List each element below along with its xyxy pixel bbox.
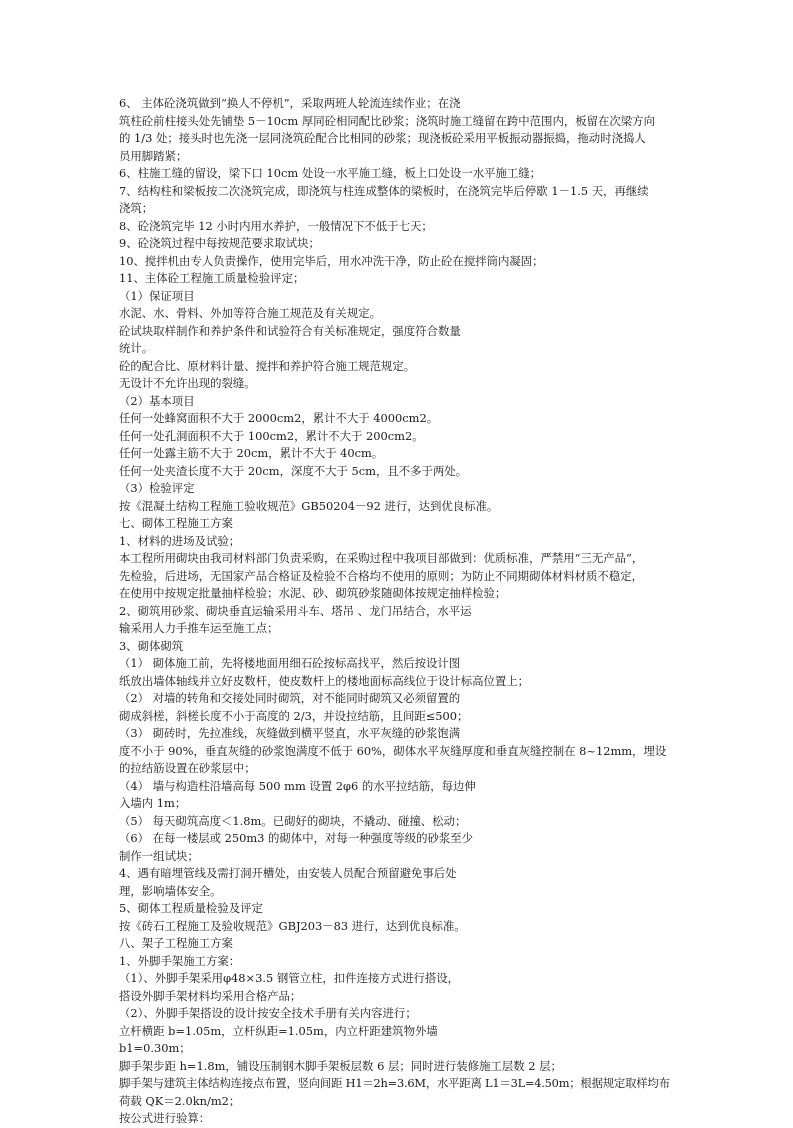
text-line: （6） 在每一楼层或 250m3 的砌体中，对每一种强度等级的砂浆至少: [119, 831, 474, 845]
text-line: 2、砌筑用砂浆、砌块垂直运输采用斗车、塔吊 、龙门吊结合，水平运: [119, 603, 472, 618]
text-line: 按《混凝土结构工程施工验收规范》GB50204－92 进行，达到优良标准。: [119, 498, 499, 513]
text-line: 1、外脚手架施工方案：: [119, 953, 241, 968]
text-line: 砼的配合比、原材料计量、搅拌和养护符合施工规范规定。: [119, 358, 416, 373]
text-line: 输采用人力手推车运至施工点；: [119, 621, 279, 635]
text-line: （2） 对墙的转角和交接处同时砌筑，对不能同时砌筑又必须留置的: [119, 691, 461, 705]
text-line: （5） 每天砌筑高度＜1.8m。已砌好的砌块，不撬动、碰撞、松动；: [119, 813, 467, 828]
text-line: 员用脚踏紧；: [119, 148, 188, 163]
section-heading: 七、砌体工程施工方案: [119, 516, 233, 530]
text-line: 筑柱砼前柱接头处先铺垫 5－10cm 厚同砼相同配比砂浆；浇筑时施工缝留在跨中范围内，板留在次梁方向: [119, 113, 655, 128]
text-line: 11、主体砼工程施工质量检验评定；: [119, 271, 305, 285]
text-line: 任何一处露主筋不大于 20cm，累计不大于 40cm。: [119, 446, 384, 460]
text-line: 3、砌体砌筑: [119, 638, 184, 653]
document-body: [119, 95, 679, 1128]
text-line: 按公式进行验算：: [119, 1111, 211, 1125]
text-line: 先检验，后进场，无国家产品合格证及检验不合格均不使用的原则；为防止不同期砌体材料材质不稳定，: [119, 568, 643, 583]
text-line: b1=0.30m；: [119, 1041, 191, 1055]
text-line: 脚手架与建筑主体结构连接点布置，竖向间距 H1＝2h=3.6M，水平距离 L1＝3L=4.50m；根据规定取样均布: [119, 1076, 670, 1090]
text-line: 砌成斜槎，斜槎长度不小于高度的 2/3，并设拉结筋，且间距≤500；: [119, 708, 469, 723]
text-line: 的拉结筋设置在砂浆层中；: [119, 761, 256, 775]
text-line: 1、材料的进场及试验；: [119, 533, 241, 548]
text-line: 脚手架步距 h=1.8m，铺设压制钢木脚手架板层数 6 层；同时进行装修施工层数 2 层；: [119, 1058, 562, 1073]
text-line: （4） 墙与构造柱沿墙高每 500 mm 设置 2φ6 的水平拉结筋，每边伸: [119, 778, 476, 793]
section-heading: 八、架子工程施工方案: [119, 936, 233, 950]
text-line: 9、砼浇筑过程中每按规范要求取试块；: [119, 236, 320, 250]
text-line: （1）保证项目: [119, 288, 195, 303]
text-line: 荷载 QK＝2.0kn/m2；: [119, 1093, 241, 1108]
text-line: （3）检验评定: [119, 481, 195, 495]
text-line: 本工程所用砌块由我司材料部门负责采购，在采购过程中我项目部做到：优质标准，严禁用“三无产品”，: [119, 551, 644, 565]
text-line: 制作一组试块；: [119, 848, 199, 863]
text-line: 6、柱施工缝的留设，梁下口 10cm 处设一水平施工缝，板上口处设一水平施工缝；: [119, 166, 542, 180]
text-line: 的 1/3 处；接头时也先浇一层同浇筑砼配合比相同的砂浆；现浇板砼采用平板振动器振捣，拖动时浇捣人: [119, 131, 646, 145]
text-line: 任何一处蜂窝面积不大于 2000cm2，累计不大于 4000cm2。: [119, 411, 439, 425]
text-line: 纸放出墙体轴线并立好皮数杆，使皮数杆上的楼地面标高线位于设计标高位置上；: [119, 673, 530, 688]
text-line: 理，影响墙体安全。: [119, 883, 222, 898]
text-line: （2）、外脚手架搭设的设计按安全技术手册有关内容进行；: [119, 1006, 417, 1020]
text-line: 立杆横距 b=1.05m，立杆纵距=1.05m，内立杆距建筑物外墙: [119, 1023, 438, 1038]
text-line: 浇筑；: [119, 201, 154, 215]
text-line: 水泥、水、骨料、外加等符合施工规范及有关规定。: [119, 306, 381, 320]
text-line: 任何一处夹渣长度不大于 20cm，深度不大于 5cm，且不多于两处。: [119, 463, 468, 478]
text-line: 统计。: [119, 341, 154, 355]
text-line: 8、砼浇筑完毕 12 小时内用水养护，一般情况下不低于七天；: [119, 218, 433, 233]
text-line: （2）基本项目: [119, 393, 195, 408]
text-line: 4、遇有暗埋管线及需打洞开槽处，由安装人员配合预留避免事后处: [119, 866, 457, 880]
text-line: 砼试块取样制作和养护条件和试验符合有关标准规定，强度符合数量: [119, 323, 461, 338]
text-line: （3） 砌砖时，先拉准线，灰缝做到横平竖直，水平灰缝的砂浆饱满: [119, 726, 461, 740]
text-line: 搭设外脚手架材料均采用合格产品；: [119, 988, 302, 1003]
text-line: 10、搅拌机由专人负责操作，使用完毕后，用水冲洗干净，防止砼在搅拌筒内凝固；: [119, 253, 544, 268]
text-line: 度不小于 90%，垂直灰缝的砂浆饱满度不低于 60%，砌体水平灰缝厚度和垂直灰缝控制在 8~12mm，埋设: [119, 743, 667, 758]
text-line: 无设计不允许出现的裂缝。: [119, 376, 256, 390]
text-line: （1）、外脚手架采用φ48×3.5 钢管立柱，扣件连接方式进行搭设，: [119, 971, 460, 985]
text-line: 按《砖石工程施工及验收规范》GBJ203－83 进行，达到优良标准。: [119, 918, 466, 933]
text-line: 在使用中按规定批量抽样检验；水泥、砂、砌筑砂浆随砌体按规定抽样检验；: [119, 586, 507, 600]
text-line: （1） 砌体施工前，先将楼地面用细石砼按标高找平，然后按设计图: [119, 656, 461, 670]
text-line: 入墙内 1m；: [119, 796, 187, 810]
text-line: 任何一处孔洞面积不大于 100cm2，累计不大于 200cm2。: [119, 428, 424, 443]
text-line: 5、砌体工程质量检验及评定: [119, 901, 263, 915]
text-line: 6、 主体砼浇筑做到“换人不停机”，采取两班人轮流连续作业；在浇: [119, 96, 461, 110]
text-line: 7、结构柱和梁板按二次浇筑完成，即浇筑与柱连成整体的梁板时，在浇筑完毕后停歇 1－1.5 天，再继续: [119, 183, 649, 198]
